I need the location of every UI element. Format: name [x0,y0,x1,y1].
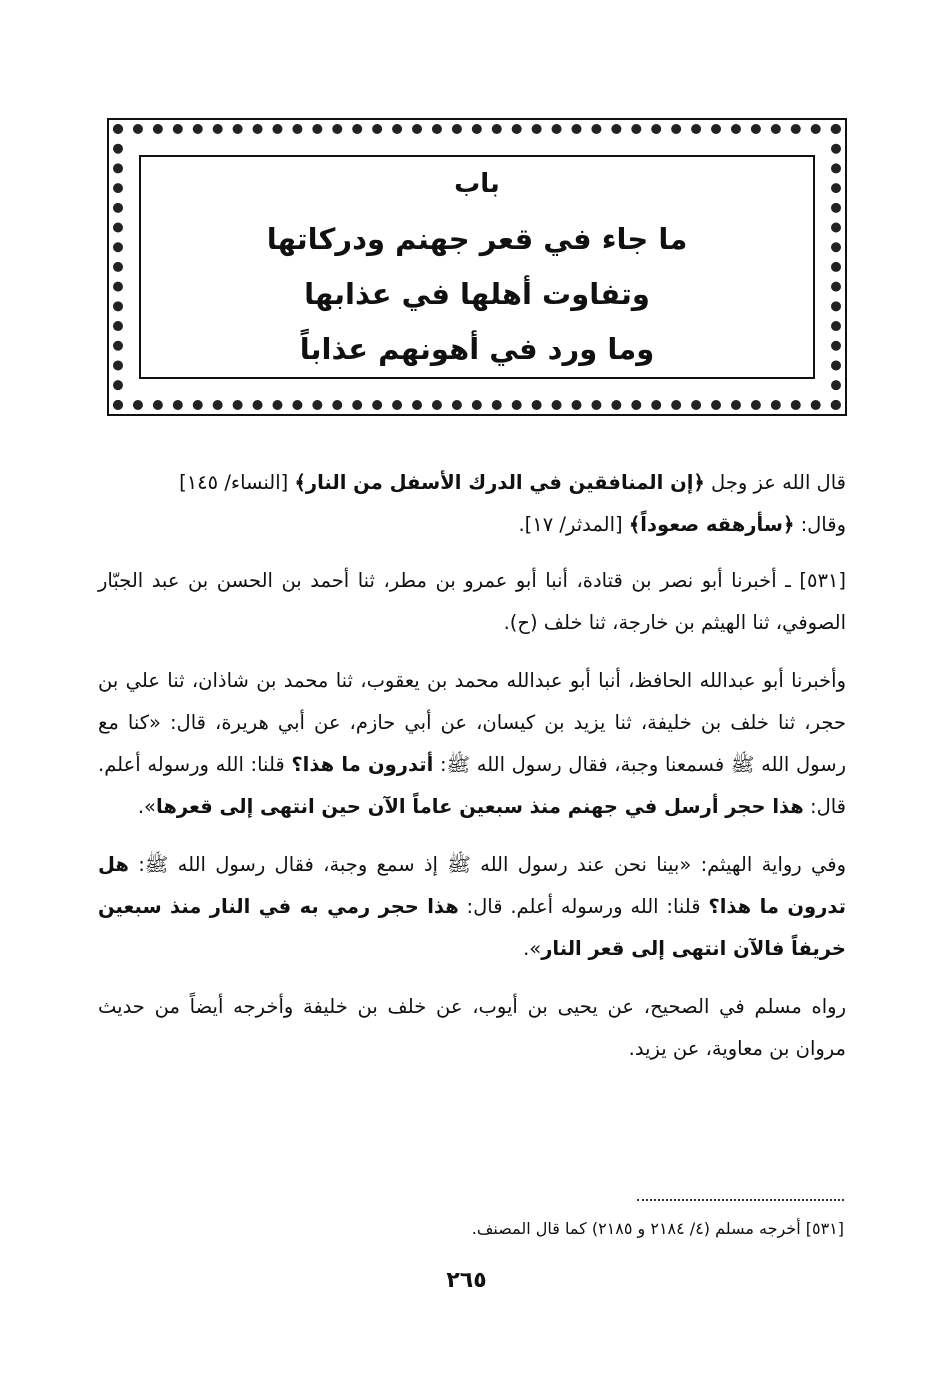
chapter-title-line-1: ما جاء في قعر جهنم ودركاتها [266,222,688,256]
verse-ref-2: [المدثر/ ١٧]. [518,513,629,536]
quran-verse-2: ﴿سأرهقه صعوداً﴾ [628,513,795,536]
footnote: [٥٣١] أخرجه مسلم (٤/ ٢١٨٤ و ٢١٨٥) كما قال المصنف. [471,1219,844,1238]
quran-verse-1: ﴿إن المنافقين في الدرك الأسفل من النار﴾ [294,471,705,494]
riwaya-bold-answer: هذا حجر رمي به في النار منذ سبعين خريفاً فالآن انتهى إلى قعر النار [98,895,846,960]
hadith-bold-question: أتدرون ما هذا؟ [291,753,434,776]
riwaya-bold-question: هل تدرون ما هذا؟ [98,853,846,918]
hadith-text-a: وأخبرنا أبو عبدالله الحافظ، أنبا أبو عبدالله محمد بن يعقوب، ثنا محمد بن شاذان، ثنا علي بن حجر، ثنا خلف بن خليفة، ثنا يزيد بن كيسان، عن أبي حازم، عن أبي هريرة، قال: «كنا مع رسول الله ﷺ فسمعنا وجبة، فقال رسول الله ﷺ: [98,669,846,776]
hadith-isnad-2 [98,660,846,828]
intro-paragraph [98,462,846,546]
footnote-separator [637,1199,844,1201]
riwaya-text-c: ». [523,937,542,960]
main-text [98,462,846,1086]
chapter-title-box [139,155,815,379]
intro-text-1: قال الله عز وجل [704,471,846,494]
chapter-title-line-2: وتفاوت أهلها في عذابها [304,277,650,311]
hadith-text-b: قلنا: الله ورسوله أعلم. قال: [98,753,846,818]
hadith-bold-answer: هذا حجر أرسل في جهنم منذ سبعين عاماً الآن حين انتهى إلى قعرها [156,795,804,818]
intro-text-2: وقال: [794,513,846,536]
verse-ref-1: [النساء/ ١٤٥] [179,471,295,494]
riwaya-text-a: وفي رواية الهيثم: «بينا نحن عند رسول الله ﷺ إذ سمع وجبة، فقال رسول الله ﷺ: [128,853,846,876]
chapter-title-line-3: وما ورد في أهونهم عذاباً [299,332,655,366]
riwaya-paragraph [98,844,846,970]
page-number: ٢٦٥ [446,1268,487,1293]
chapter-title-frame [107,118,847,416]
riwaya-text-b: قلنا: الله ورسوله أعلم. قال: [458,895,709,918]
chapter-label: باب [454,169,500,199]
hadith-isnad-1: [٥٣١] ـ أخبرنا أبو نصر بن قتادة، أنبا أبو عمرو بن مطر، ثنا أحمد بن الحسن بن عبد الجبّار الصوفي، ثنا الهيثم بن خارجة، ثنا خلف (ح). [98,569,846,634]
hadith-text-c: ». [137,795,156,818]
takhrij-paragraph: رواه مسلم في الصحيح، عن يحيى بن أيوب، عن خلف بن خليفة وأخرجه أيضاً من حديث مروان بن معاوية، عن يزيد. [98,995,846,1060]
